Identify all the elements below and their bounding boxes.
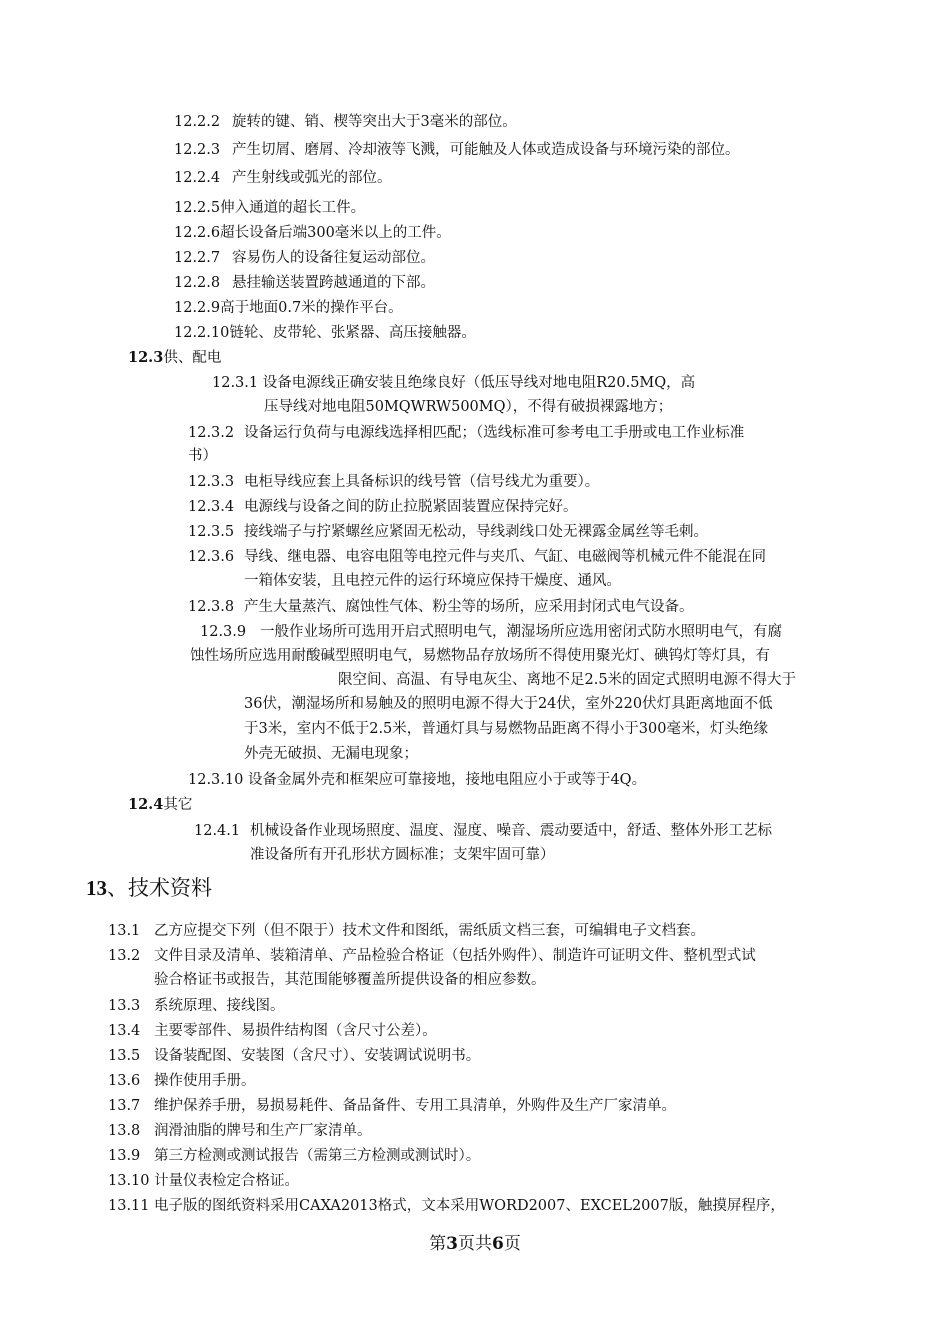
list-item: 13.3 系统原理、接线图。 xyxy=(108,998,285,1014)
section-heading-12-3: 12.3供、配电 xyxy=(128,349,222,366)
list-item: 12.3.8 产生大量蒸汽、腐蚀性气体、粉尘等的场所，应采用封闭式电气设备。 xyxy=(188,599,694,615)
page-footer: 第3页共6页 xyxy=(429,1234,521,1254)
list-item: 12.3.3 电柜导线应套上具备标识的线号管（信号线尤为重要）。 xyxy=(188,474,600,490)
list-item: 13.1 乙方应提交下列（但不限于）技术文件和图纸，需纸质文档三套，可编辑电子文档套。 xyxy=(108,923,705,939)
list-item: 12.2.6超长设备后端300毫米以上的工件。 xyxy=(174,225,451,241)
list-item-continuation: 蚀性场所应选用耐酸碱型照明电气，易燃物品存放场所不得使用聚光灯、碘钨灯等灯具，有 xyxy=(190,648,770,664)
list-item: 12.2.8 悬挂输送装置跨越通道的下部。 xyxy=(174,275,435,291)
section-heading-12-4: 12.4其它 xyxy=(128,796,193,813)
list-item-continuation: 外壳无破损、无漏电现象； xyxy=(244,746,418,762)
list-item: 12.2.2 旋转的键、销、楔等突出大于3毫米的部位。 xyxy=(174,114,517,130)
list-item: 12.4.1 机械设备作业现场照度、温度、湿度、噪音、震动要适中，舒适、整体外形工艺标 xyxy=(194,823,772,839)
total-page-count: 6 xyxy=(492,1234,504,1254)
list-item-continuation: 一箱体安装，且电控元件的运行环境应保持干燥度、通风。 xyxy=(244,573,621,589)
current-page-number: 3 xyxy=(446,1234,458,1254)
list-item-continuation: 书） xyxy=(188,448,217,464)
list-item: 12.3.2 设备运行负荷与电源线选择相匹配；（选线标准可参考电工手册或电工作业标准 xyxy=(188,425,745,441)
list-item: 13.6 操作使用手册。 xyxy=(108,1073,256,1089)
list-item: 12.3.4 电源线与设备之间的防止拉脱紧固装置应保持完好。 xyxy=(188,499,578,515)
list-item: 13.7 维护保养手册，易损易耗件、备品备件、专用工具清单，外购件及生产厂家清单。 xyxy=(108,1098,676,1114)
list-item-continuation: 验合格证书或报告，其范围能够覆盖所提供设备的相应参数。 xyxy=(154,972,546,988)
list-item: 12.3.6 导线、继电器、电容电阻等电控元件与夹爪、气缸、电磁阀等机械元件不能混在同 xyxy=(188,549,766,565)
list-item: 12.2.4 产生射线或弧光的部位。 xyxy=(174,170,392,186)
list-item: 13.11 电子版的图纸资料采用CAXA2013格式，文本采用WORD2007、EXCEL2007版，触摸屏程序， xyxy=(108,1198,785,1214)
list-item-continuation: 36伏，潮湿场所和易触及的照明电源不得大于24伏，室外220伏灯具距离地面不低 xyxy=(244,696,773,712)
section-heading-13: 13、技术资料 xyxy=(86,876,212,900)
list-item: 12.2.3 产生切屑、磨屑、冷却液等飞溅，可能触及人体或造成设备与环境污染的部位。 xyxy=(174,142,740,158)
list-item: 12.2.7 容易伤人的设备往复运动部位。 xyxy=(174,250,435,266)
list-item: 13.10 计量仪表检定合格证。 xyxy=(108,1173,299,1189)
list-item: 12.3.10 设备金属外壳和框架应可靠接地，接地电阻应小于或等于4Q。 xyxy=(188,772,647,788)
list-item: 13.2 文件目录及清单、装箱清单、产品检验合格证（包括外购件）、制造许可证明文件、整机型式试 xyxy=(108,948,756,964)
list-item: 13.4 主要零部件、易损件结构图（含尺寸公差）。 xyxy=(108,1023,437,1039)
list-item: 12.3.5 接线端子与拧紧螺丝应紧固无松动，导线剥线口处无裸露金属丝等毛刺。 xyxy=(188,524,708,540)
list-item-continuation: 限空间、高温、有导电灰尘、离地不足2.5米的固定式照明电源不得大于 xyxy=(338,672,797,688)
list-item: 13.9 第三方检测或测试报告（需第三方检测或测试时）。 xyxy=(108,1148,481,1164)
list-item-continuation: 准设备所有开孔形状方圆标准；支架牢固可靠） xyxy=(250,847,555,863)
list-item-continuation: 于3米，室内不低于2.5米，普通灯具与易燃物品距离不得小于300毫米，灯头绝缘 xyxy=(244,721,768,737)
list-item: 12.3.9 一般作业场所可选用开启式照明电气，潮湿场所应选用密闭式防水照明电气，有腐 xyxy=(200,624,782,640)
list-item: 12.3.1 设备电源线正确安装且绝缘良好（低压导线对地电阻R20.5MQ，高 xyxy=(212,375,696,391)
list-item: 12.2.9高于地面0.7米的操作平台。 xyxy=(174,300,403,316)
list-item: 12.2.5伸入通道的超长工件。 xyxy=(174,200,366,216)
list-item-continuation: 压导线对地电阻50MQWRW500MQ），不得有破损裸露地方； xyxy=(264,399,673,415)
list-item: 13.5 设备装配图、安装图（含尺寸）、安装调试说明书。 xyxy=(108,1048,481,1064)
list-item: 13.8 润滑油脂的牌号和生产厂家清单。 xyxy=(108,1123,372,1139)
list-item: 12.2.10链轮、皮带轮、张紧器、高压接触器。 xyxy=(174,325,476,341)
